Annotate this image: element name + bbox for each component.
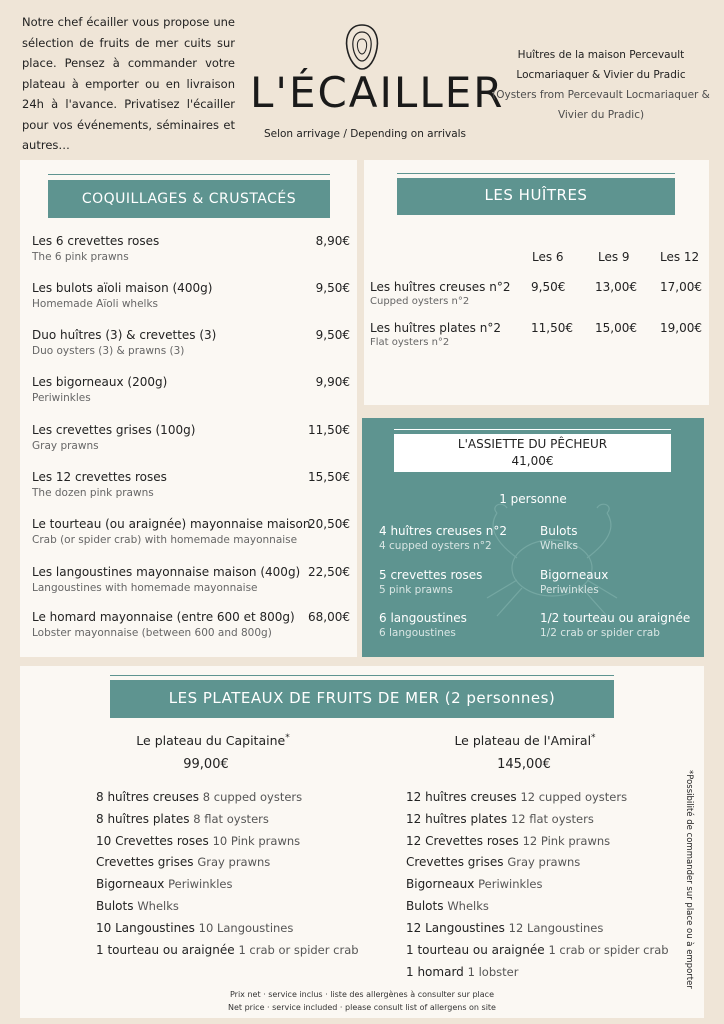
title-rule: [397, 173, 675, 174]
line-en: Gray prawns: [197, 855, 271, 869]
plateau-line: [406, 899, 489, 913]
footer: [0, 988, 724, 1014]
amiral-title: [420, 733, 630, 748]
title-rule: [48, 174, 330, 175]
menu-item: [32, 234, 350, 263]
item-translation: Duo oysters (3) & prawns (3): [32, 345, 185, 357]
line-en: 8 cupped oysters: [202, 790, 303, 804]
arrival-note: Selon arrivage / Depending on arrivals: [263, 128, 467, 140]
line-en: 1 crab or spider crab: [548, 943, 669, 957]
assiette-price: 41,00€: [511, 454, 554, 468]
assiette-title: L'ASSIETTE DU PÊCHEUR: [457, 437, 608, 451]
line-en: 1 crab or spider crab: [238, 943, 359, 957]
intro-text: Notre chef écailler vous propose une sélection de fruits de mer cuits sur place. Pensez à commander votre plateau à emporter ou en livraison 24h à l'avance. Privatisez l'écailler pour vos événements, séminaires et autres…: [22, 15, 235, 152]
item-price: 9,50€: [315, 328, 350, 342]
line-fr: Crevettes grises: [406, 855, 504, 869]
oyster-name: Les huîtres creuses n°2: [370, 280, 511, 294]
logo: [250, 22, 505, 142]
item-name: Bulots: [540, 524, 578, 538]
item-price: 8,90€: [315, 234, 350, 248]
oyster-row: [370, 321, 700, 348]
item-translation: Crab (or spider crab) with homemade mayonnaise: [32, 534, 298, 546]
oyster-origin-fr: Huîtres de la maison Percevault Locmariaquer & Vivier du Pradic: [516, 49, 686, 81]
plateau-line: [406, 943, 669, 957]
item-translation: Periwinkles: [540, 584, 599, 596]
item-translation: 6 langoustines: [379, 627, 456, 639]
assiette-title-box: [394, 434, 671, 472]
footer-en: Net price · service included · please consult list of allergens on site: [228, 1003, 496, 1012]
item-name: 4 huîtres creuses n°2: [379, 524, 508, 538]
huitres-title: LES HUÎTRES: [397, 178, 675, 215]
line-en: 8 flat oysters: [193, 812, 269, 826]
price-9: 13,00€: [595, 280, 637, 294]
item-name: Bigorneaux: [540, 568, 609, 582]
line-en: 1 lobster: [467, 965, 519, 979]
plateau-line: [96, 855, 270, 869]
item-translation: Periwinkles: [32, 392, 91, 404]
oyster-origin: [490, 45, 712, 125]
line-en: Periwinkles: [168, 877, 233, 891]
assiette-panel: [362, 418, 704, 657]
line-fr: 10 Crevettes roses: [96, 834, 209, 848]
capitaine-name: Le plateau du Capitaine: [136, 733, 286, 749]
line-fr: Bulots: [96, 899, 134, 913]
item-price: 20,50€: [308, 517, 350, 531]
item-price: 9,50€: [315, 281, 350, 295]
line-fr: 12 Crevettes roses: [406, 834, 519, 848]
line-en: 12 Langoustines: [508, 921, 604, 935]
plateau-line: [406, 812, 594, 826]
col-head-12: Les 12: [660, 250, 700, 264]
plateau-line: [406, 965, 518, 979]
plateau-line: [406, 790, 627, 804]
item-translation: 1/2 crab or spider crab: [540, 627, 660, 639]
line-en: Periwinkles: [478, 877, 543, 891]
huitres-panel: [364, 160, 709, 405]
oyster-name: Les huîtres plates n°2: [370, 321, 501, 335]
assiette-item: [540, 524, 578, 552]
menu-item: [32, 470, 350, 499]
item-name: Le homard mayonnaise (entre 600 et 800g): [32, 610, 295, 624]
item-translation: The dozen pink prawns: [32, 487, 154, 499]
line-en: 12 flat oysters: [510, 812, 594, 826]
item-translation: Whelks: [540, 540, 578, 552]
line-fr: Bulots: [406, 899, 444, 913]
line-fr: 12 huîtres plates: [406, 812, 508, 826]
line-fr: 1 tourteau ou araignée: [406, 943, 545, 957]
footer-fr: Prix net · service inclus · liste des allergènes à consulter sur place: [229, 990, 494, 999]
line-en: 12 cupped oysters: [520, 790, 628, 804]
line-fr: Bigorneaux: [406, 877, 475, 891]
item-name: Les 12 crevettes roses: [32, 470, 167, 484]
plateaux-title: LES PLATEAUX DE FRUITS DE MER (2 personnes): [110, 680, 614, 718]
item-name: Les bigorneaux (200g): [32, 375, 168, 389]
assiette-item: [540, 568, 608, 596]
takeaway-note-text: *Possibilité de commander sur place ou à emporter: [684, 770, 694, 989]
plateau-line: [406, 855, 580, 869]
oyster-origin-en: (Oysters from Percevault Locmariaquer & Vivier du Pradic): [492, 89, 710, 121]
line-fr: 8 huîtres plates: [96, 812, 190, 826]
amiral-price: 145,00€: [497, 757, 551, 772]
item-price: 68,00€: [308, 610, 350, 624]
plateau-line: [406, 921, 603, 935]
line-en: Whelks: [447, 899, 489, 913]
capitaine-price: 99,00€: [183, 757, 229, 772]
plateau-line: [96, 943, 359, 957]
line-fr: 12 huîtres creuses: [406, 790, 517, 804]
plateau-line: [406, 877, 542, 891]
menu-item: [32, 517, 350, 546]
oyster-translation: Flat oysters n°2: [370, 337, 450, 348]
title-rule: [110, 675, 614, 676]
item-name: Les crevettes grises (100g): [32, 423, 196, 437]
line-fr: 1 tourteau ou araignée: [96, 943, 235, 957]
oyster-row: [370, 280, 700, 307]
item-price: 9,90€: [315, 375, 350, 389]
line-en: 10 Pink prawns: [212, 834, 301, 848]
line-en: Whelks: [137, 899, 179, 913]
price-9: 15,00€: [595, 321, 637, 335]
item-price: 11,50€: [308, 423, 350, 437]
line-en: 10 Langoustines: [198, 921, 294, 935]
oyster-shell-icon: [342, 22, 382, 72]
plateau-line: [96, 877, 232, 891]
item-translation: Homemade Aïoli whelks: [32, 298, 158, 310]
line-fr: 12 Langoustines: [406, 921, 505, 935]
plateaux-panel: [20, 666, 704, 1018]
plateau-line: [96, 921, 293, 935]
item-price: 15,50€: [308, 470, 350, 484]
oyster-translation: Cupped oysters n°2: [370, 296, 470, 307]
assiette-item: [540, 611, 690, 639]
line-fr: 1 homard: [406, 965, 464, 979]
item-name: 1/2 tourteau ou araignée: [540, 611, 691, 625]
menu-item: [32, 281, 350, 310]
plateau-line: [406, 834, 610, 848]
capitaine-title: [108, 733, 318, 748]
item-name: Duo huîtres (3) & crevettes (3): [32, 328, 217, 342]
plateau-line: [96, 812, 269, 826]
logo-wordmark: L'ÉCAILLER: [250, 68, 505, 117]
item-name: 6 langoustines: [379, 611, 467, 625]
menu-item: [32, 610, 350, 639]
item-name: Le tourteau (ou araignée) mayonnaise maison: [32, 517, 311, 531]
line-fr: 10 Langoustines: [96, 921, 195, 935]
item-translation: The 6 pink prawns: [32, 251, 129, 263]
capitaine-star: *: [285, 733, 290, 743]
assiette-item: [379, 524, 507, 552]
price-6: 11,50€: [531, 321, 573, 335]
assiette-item: [379, 611, 467, 639]
price-12: 19,00€: [660, 321, 702, 335]
plateau-line: [96, 790, 302, 804]
amiral-star: *: [591, 733, 596, 743]
assiette-item: [379, 568, 482, 596]
item-translation: Langoustines with homemade mayonnaise: [32, 582, 258, 594]
price-12: 17,00€: [660, 280, 702, 294]
line-fr: Crevettes grises: [96, 855, 194, 869]
line-fr: 8 huîtres creuses: [96, 790, 199, 804]
menu-item: [32, 423, 350, 452]
col-head-9: Les 9: [598, 250, 630, 264]
menu-item: [32, 565, 350, 594]
col-head-6: Les 6: [532, 250, 564, 264]
item-name: Les langoustines mayonnaise maison (400g): [32, 565, 301, 579]
menu-item: [32, 328, 350, 357]
item-price: 22,50€: [308, 565, 350, 579]
price-6: 9,50€: [531, 280, 566, 294]
item-translation: 4 cupped oysters n°2: [379, 540, 492, 552]
item-translation: Gray prawns: [32, 440, 99, 452]
coquillages-title: COQUILLAGES & CRUSTACÉS: [48, 180, 330, 218]
title-rule: [394, 429, 671, 430]
plateau-line: [96, 834, 300, 848]
coquillages-panel: [20, 160, 357, 657]
plateau-line: [96, 899, 179, 913]
item-name: Les 6 crevettes roses: [32, 234, 160, 248]
line-en: 12 Pink prawns: [522, 834, 611, 848]
item-name: Les bulots aïoli maison (400g): [32, 281, 213, 295]
takeaway-note: [680, 770, 694, 989]
line-en: Gray prawns: [507, 855, 581, 869]
assiette-persons: 1 personne: [499, 492, 567, 506]
menu-item: [32, 375, 350, 404]
item-name: 5 crevettes roses: [379, 568, 483, 582]
amiral-name: Le plateau de l'Amiral: [454, 733, 592, 749]
item-translation: 5 pink prawns: [379, 584, 453, 596]
line-fr: Bigorneaux: [96, 877, 165, 891]
item-translation: Lobster mayonnaise (between 600 and 800g): [32, 627, 272, 639]
